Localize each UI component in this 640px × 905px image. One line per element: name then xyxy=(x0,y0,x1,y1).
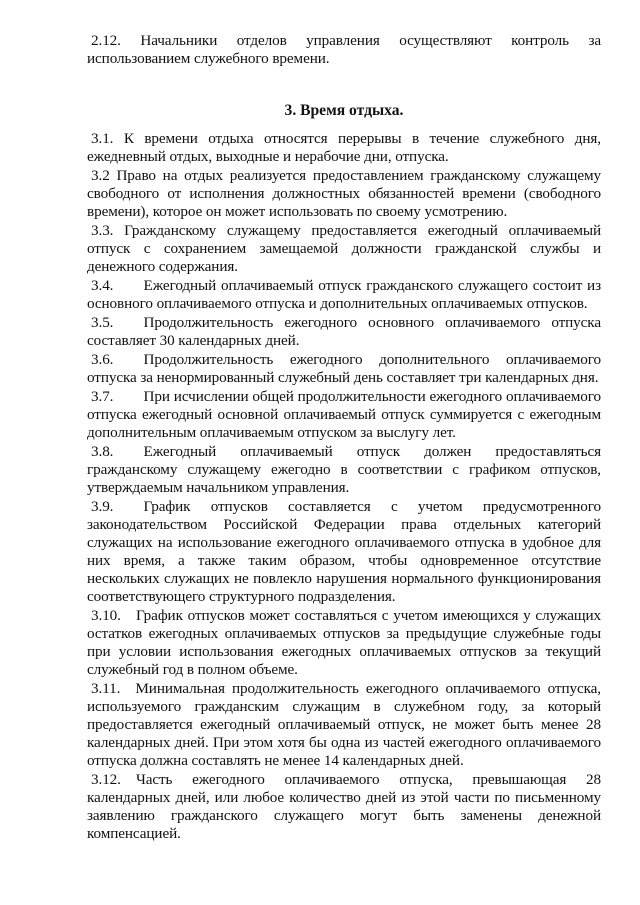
paragraph-3-1: 3.1. К времени отдыха относятся перерывы в течение служебного дня, ежедневный отдых, выходные и нерабочие дни, отпуска. xyxy=(87,130,601,165)
paragraph-3-8: 3.8. Ежегодный оплачиваемый отпуск должен предоставляться гражданскому служащему ежегодно в соответствии с графиком отпусков, утверждаемым начальником управления. xyxy=(87,443,601,496)
paragraph-3-2: 3.2 Право на отдых реализуется предоставлением гражданскому служащему свободного от исполнения должностных обязанностей времени (свободного времени), которое он может использовать по своему усмотрению. xyxy=(87,167,601,220)
section-title: 3. Время отдыха. xyxy=(284,102,404,119)
paragraph-3-10: 3.10. График отпусков может составляться с учетом имеющихся у служащих остатков ежегодных оплачиваемых отпусков за предыдущие служебные годы при условии использования ежегодных оплачиваемых отпусков за текущий служебный год в полном объеме. xyxy=(87,607,601,678)
intro-paragraph: 2.12. Начальники отделов управления осуществляют контроль за использованием служебного времени. xyxy=(87,32,601,67)
paragraph-3-3: 3.3. Гражданскому служащему предоставляется ежегодный оплачиваемый отпуск с сохранением замещаемой должности гражданской службы и денежного содержания. xyxy=(87,222,601,275)
paragraph-3-4: 3.4. Ежегодный оплачиваемый отпуск гражданского служащего состоит из основного оплачиваемого отпуска и дополнительных оплачиваемых отпусков. xyxy=(87,277,601,312)
paragraph-3-6: 3.6. Продолжительность ежегодного дополнительного оплачиваемого отпуска за ненормированный служебный день составляет три календарных дня. xyxy=(87,351,601,386)
paragraph-3-5: 3.5. Продолжительность ежегодного основного оплачиваемого отпуска составляет 30 календарных дней. xyxy=(87,314,601,349)
paragraph-3-12: 3.12. Часть ежегодного оплачиваемого отпуска, превышающая 28 календарных дней, или любое количество дней из этой части по письменному заявлению гражданского служащего могут быть заменены денежной компенсацией. xyxy=(87,771,601,842)
paragraph-3-11: 3.11. Минимальная продолжительность ежегодного оплачиваемого отпуска, используемого гражданским служащим в служебном году, за который предоставляется ежегодный оплачиваемый отпуск, не может быть менее 28 календарных дней. При этом хотя бы одна из частей ежегодного оплачиваемого отпуска должна составлять не менее 14 календарных дней. xyxy=(87,680,601,769)
document-page xyxy=(87,32,601,844)
paragraph-3-7: 3.7. При исчислении общей продолжительности ежегодного оплачиваемого отпуска ежегодный основной оплачиваемый отпуск суммируется с ежегодным дополнительным оплачиваемым отпуском за выслугу лет. xyxy=(87,388,601,441)
paragraph-3-9: 3.9. График отпусков составляется с учетом предусмотренного законодательством Российской Федерации права отдельных категорий служащих на использование ежегодного оплачиваемого отпуска в удобное для них время, а также таким образом, чтобы одновременное отсутствие нескольких служащих не повлекло нарушения нормального функционирования соответствующего структурного подразделения. xyxy=(87,498,601,605)
